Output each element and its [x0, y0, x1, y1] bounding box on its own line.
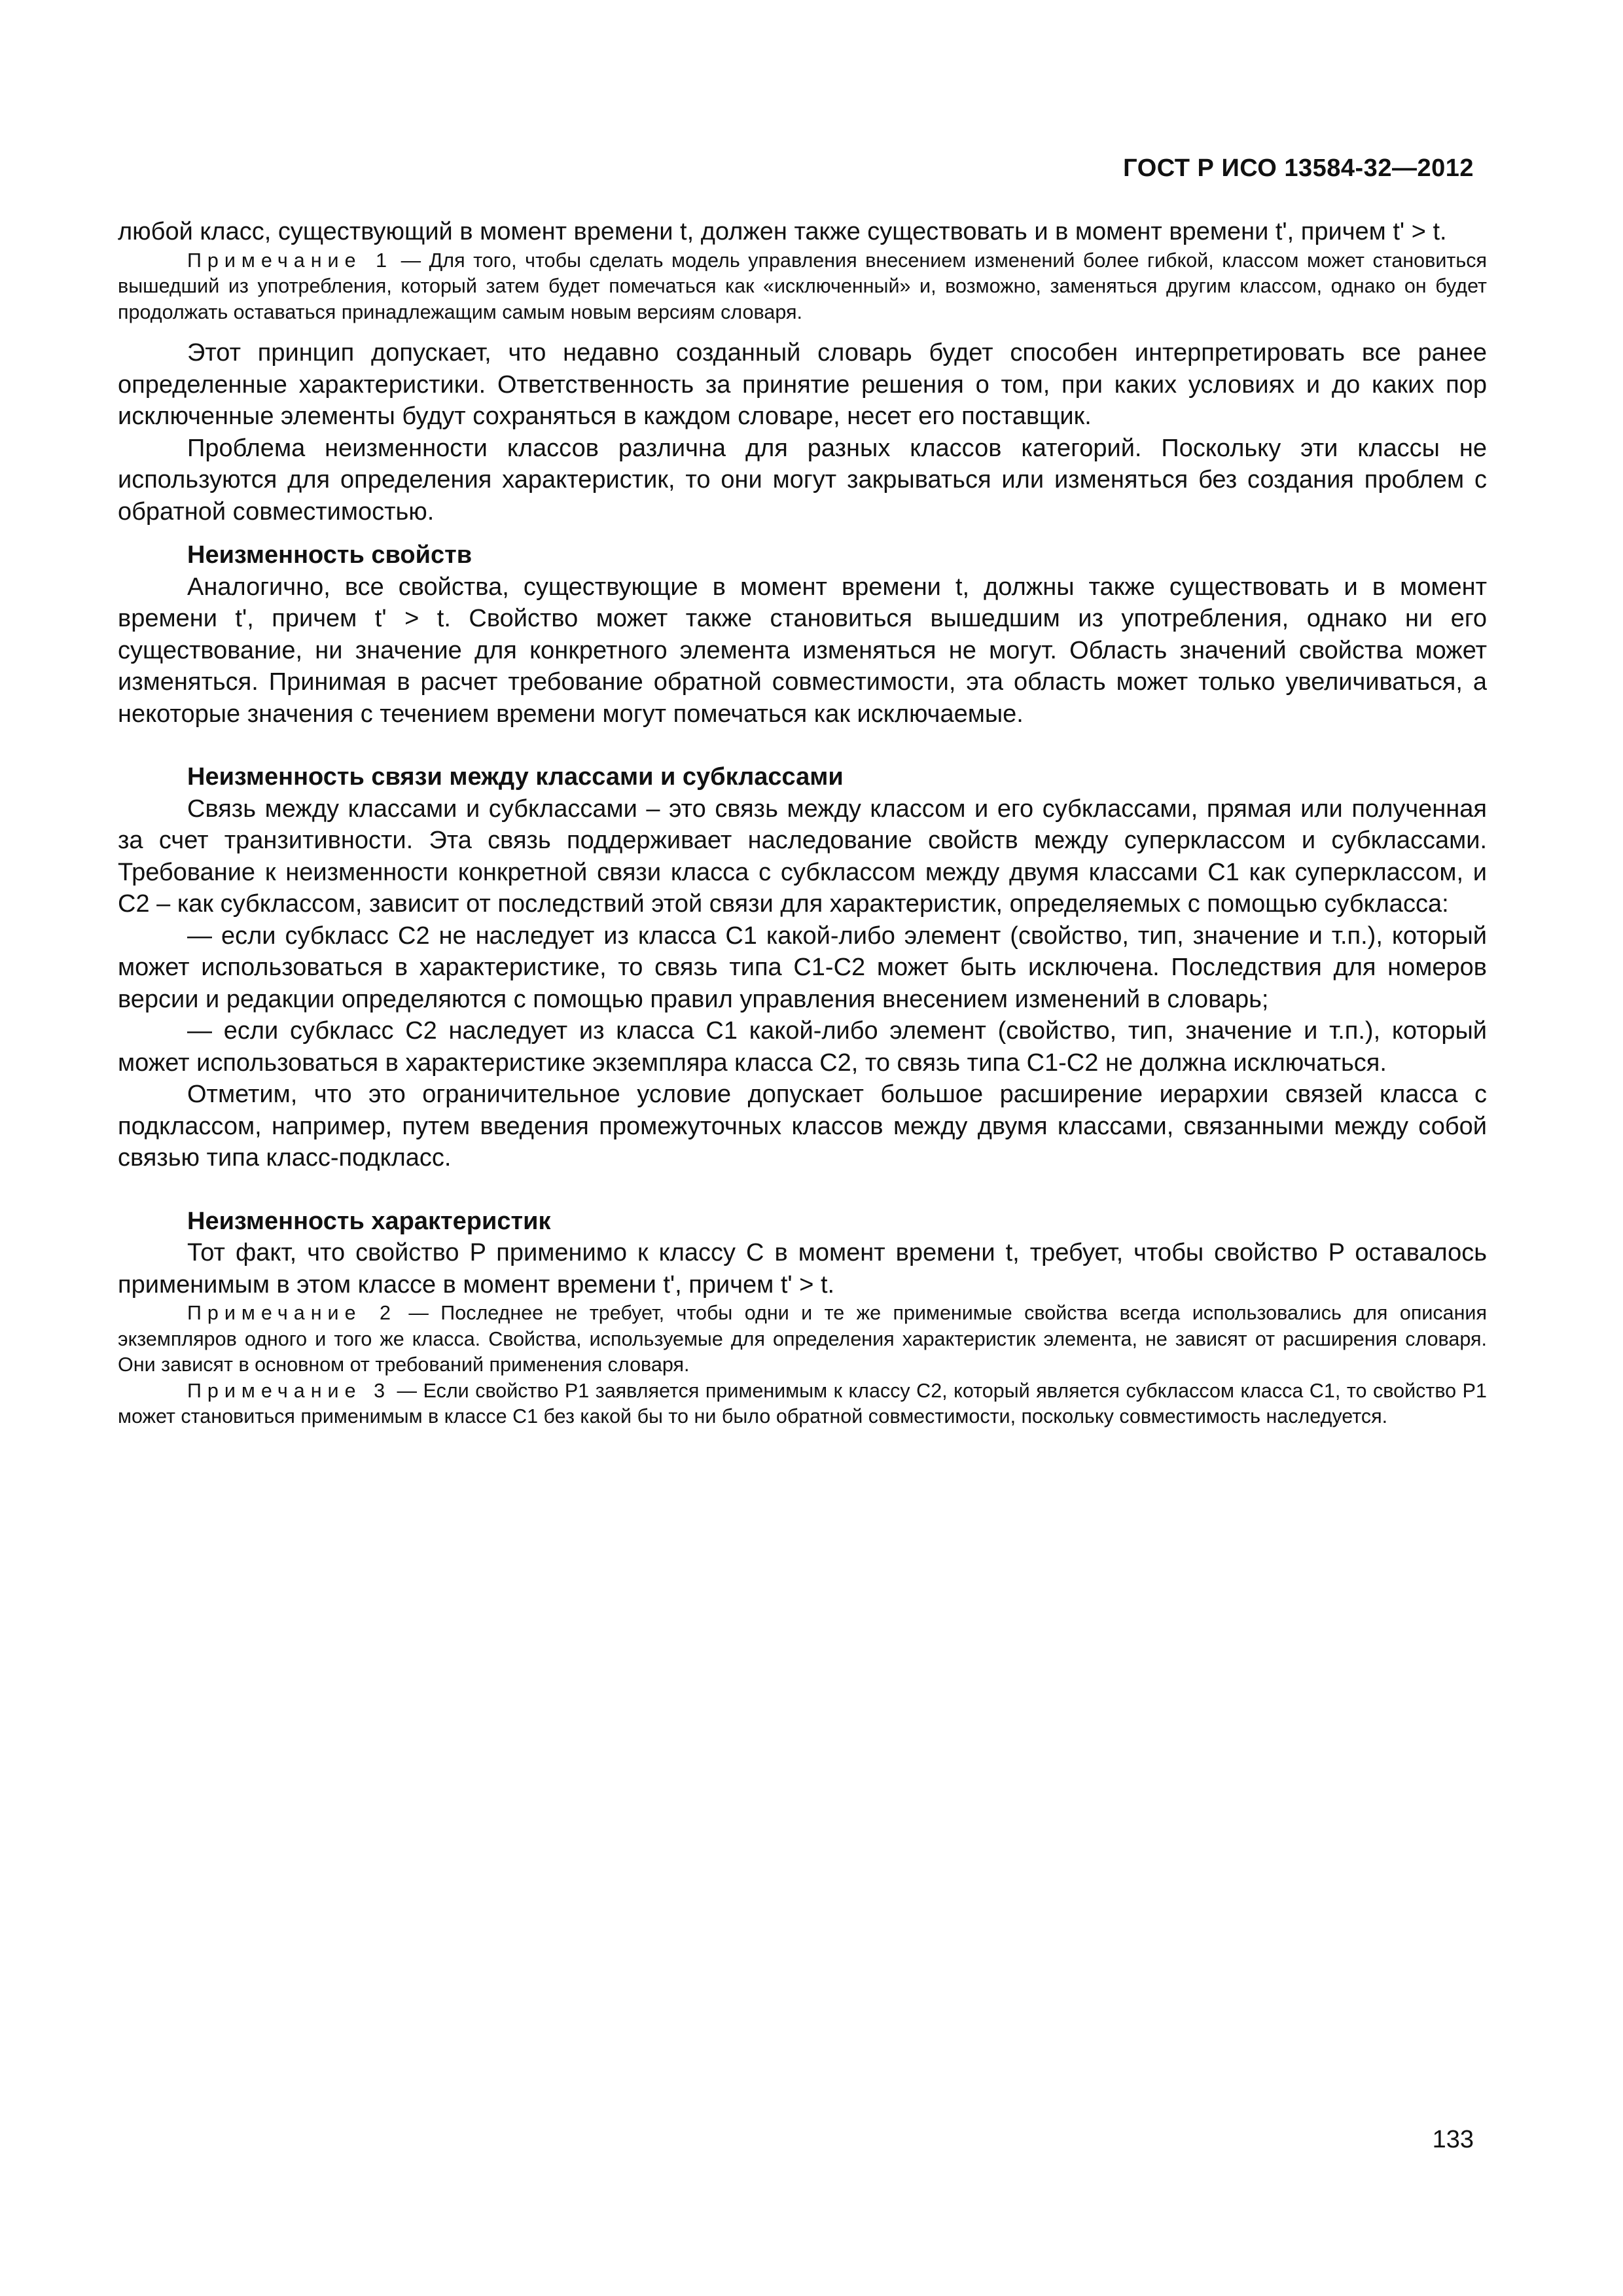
list-item-2: — если субкласс C2 наследует из класса C1 какой-либо элемент (свойство, тип, значение и т.п.), который может использоваться в характеристике экземпляра класса C2, то связь типа C1-C2 не должна исключаться.	[118, 1017, 1487, 1077]
paragraph-characteristics: Тот факт, что свойство P применимо к классу C в момент времени t, требует, чтобы свойство P оставалось применимым в этом классе в момент времени t', причем t' > t.	[118, 1239, 1487, 1299]
heading-class-subclass-link: Неизменность связи между классами и субклассами	[187, 763, 844, 791]
paragraph-link: Связь между классами и субклассами – это связь между классом и его субклассами, прямая или полученная за счет транзитивности. Эта связь поддерживает наследование свойств между суперклассом и субклассами. Требование к неизменности конкретной связи класса с субклассом между двумя классами C1 как суперклассом, и C2 – как субклассом, зависит от последствий этой связи для характеристик, определяемых с помощью субкласса:	[118, 795, 1487, 918]
document-body	[118, 216, 1487, 1430]
document-header: ГОСТ Р ИСО 13584-32—2012	[1123, 154, 1474, 182]
spacer	[118, 1174, 1487, 1206]
paragraph-properties: Аналогично, все свойства, существующие в момент времени t, должны также существовать и в момент времени t', причем t' > t. Свойство может также становиться вышедшим из употребления, однако ни его существование, ни значение для конкретного элемента изменяться не могут. Область значений свойства может изменяться. Принимая в расчет требование обратной совместимости, эта область может только увеличиваться, а некоторые значения с течением времени могут помечаться как исключаемые.	[118, 573, 1487, 728]
paragraph-principle: Этот принцип допускает, что недавно созданный словарь будет способен интерпретировать все ранее определенные характеристики. Ответственность за принятие решения о том, при каких условиях и до каких пор исключенные элементы будут сохраняться в каждом словаре, несет его поставщик.	[118, 339, 1487, 430]
note-2	[118, 1300, 1487, 1378]
note-3-label: Примечание 3	[187, 1379, 391, 1402]
note-2-text: — Последнее не требует, чтобы одни и те же применимые свойства всегда использовались для описания экземпляров одного и того же класса. Свойства, используемые для определения характеристик элемента, не зависят от расширения словаря. Они зависят в основном от требований применения словаря.	[118, 1302, 1487, 1376]
note-1	[118, 248, 1487, 326]
note-3-text: — Если свойство P1 заявляется применимым к классу C2, который является субклассом класса C1, то свойство P1 может становиться применимым в классе C1 без какой бы то ни было обратной совместимости, поскольку совместимость наследуется.	[118, 1379, 1487, 1427]
paragraph-problem: Проблема неизменности классов различна для разных классов категорий. Поскольку эти классы не используются для определения характеристик, то они могут закрываться или изменяться без создания проблем с обратной совместимостью.	[118, 434, 1487, 526]
note-1-text: — Для того, чтобы сделать модель управления внесением изменений более гибкой, классом может становиться вышедший из употребления, который затем будет помечаться как «исключенный» и, возможно, заменяться другим классом, однако он будет продолжать оставаться принадлежащим самым новым версиям словаря.	[118, 249, 1487, 323]
heading-characteristic-invariance: Неизменность характеристик	[187, 1207, 551, 1235]
note-3	[118, 1378, 1487, 1430]
spacer	[118, 528, 1487, 539]
list-item-1: — если субкласс C2 не наследует из класса C1 какой-либо элемент (свойство, тип, значение и т.п.), который может использоваться в характеристике, то связь типа C1-C2 может быть исключена. Последствия для номеров версии и редакции определяются с помощью правил управления внесением изменений в словарь;	[118, 922, 1487, 1013]
spacer	[118, 325, 1487, 337]
spacer	[118, 730, 1487, 761]
page-number: 133	[1432, 2126, 1474, 2153]
paragraph-restriction: Отметим, что это ограничительное условие допускает большое расширение иерархии связей класса с подклассом, например, путем введения промежуточных классов между двумя классами, связанными между собой связью типа класс-подкласс.	[118, 1081, 1487, 1172]
paragraph-intro: любой класс, существующий в момент времени t, должен также существовать и в момент времени t', причем t' > t.	[118, 218, 1447, 245]
note-1-label: Примечание 1	[187, 249, 393, 272]
heading-property-invariance: Неизменность свойств	[187, 541, 473, 569]
note-2-label: Примечание 2	[187, 1302, 397, 1324]
